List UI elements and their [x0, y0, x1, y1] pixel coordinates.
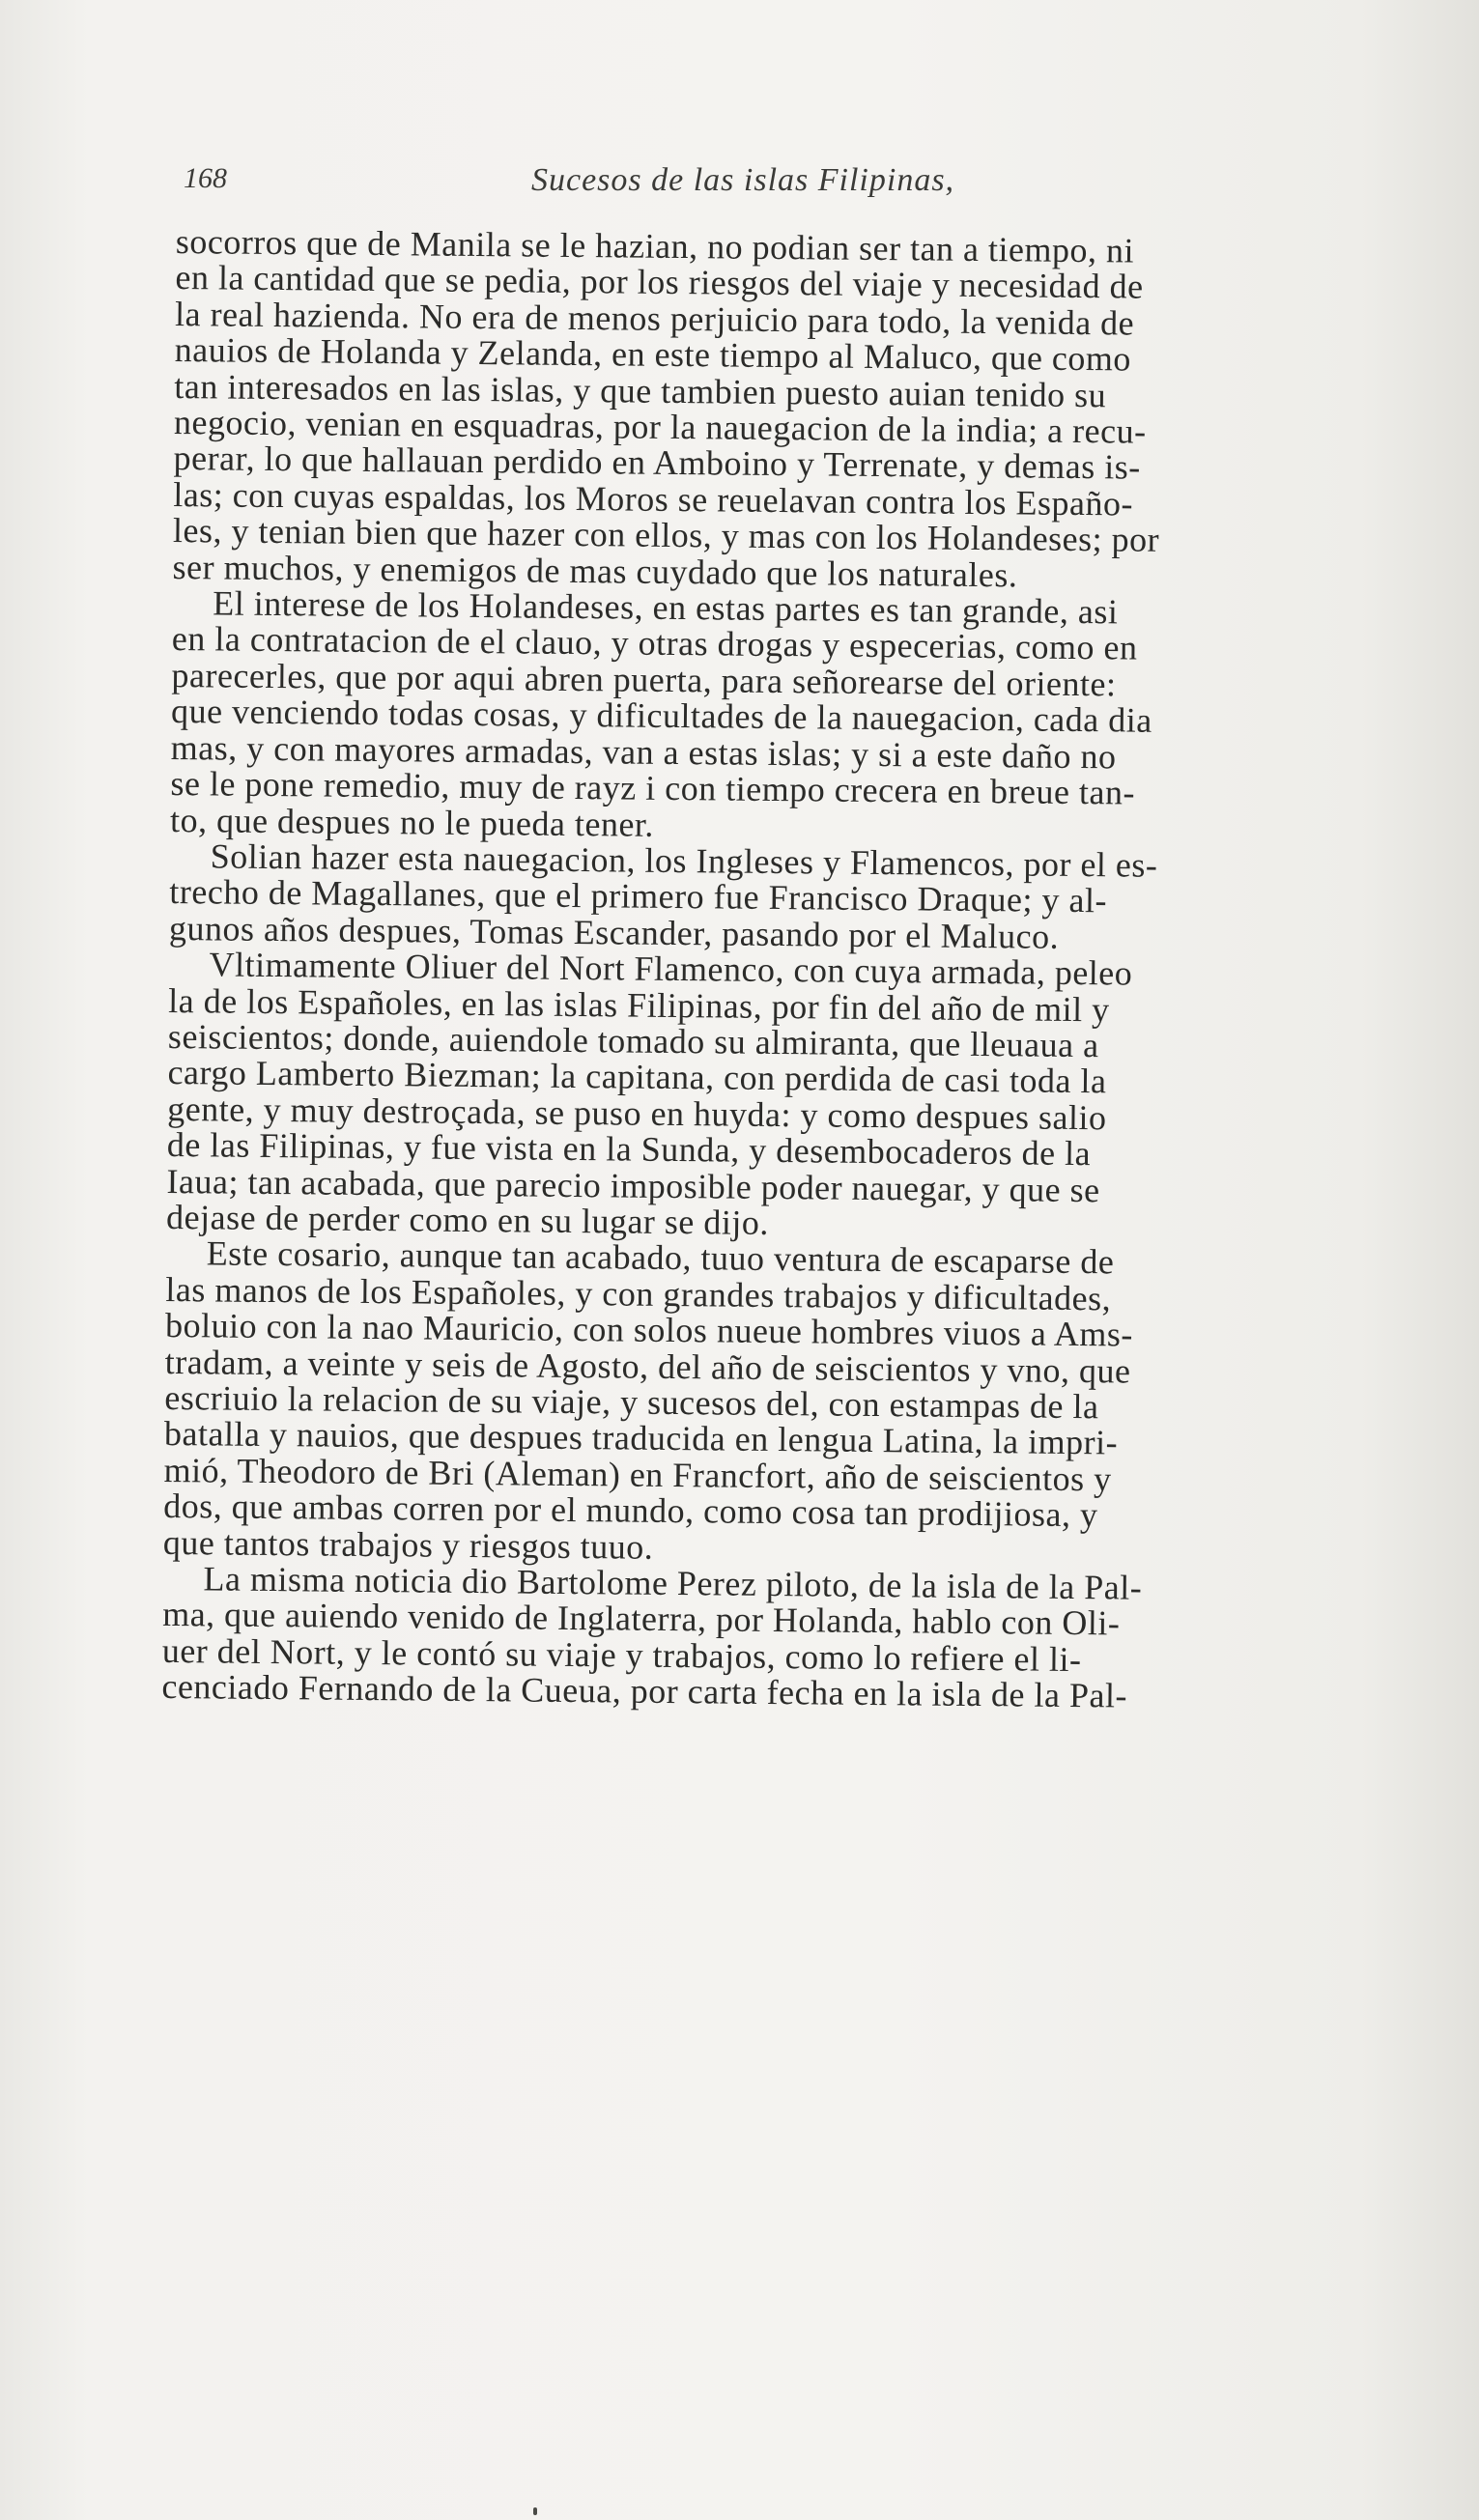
text-line: perar, lo que hallauan perdido en Amboino y Terrenate, y demas is-	[173, 439, 1141, 488]
text-line: mió, Theodoro de Bri (Aleman) en Francfort, año de seiscientos y	[163, 1450, 1112, 1499]
text-line: negocio, venian en esquadras, por la nauegacion de la india; a recu-	[173, 403, 1147, 451]
text-line: tan interesados en las islas, y que tambien puesto auian tenido su	[174, 366, 1107, 414]
text-line: Iaua; tan acabada, que parecio imposible poder nauegar, y que se	[166, 1161, 1100, 1209]
text-line: se le pone remedio, muy de rayz i con tiempo crecera en breue tan-	[170, 764, 1136, 812]
text-line: socorros que de Manila se le hazian, no podian ser tan a tiempo, ni	[175, 222, 1135, 270]
text-line: las manos de los Españoles, y con grandes trabajos y dificultades,	[165, 1269, 1112, 1318]
page-header	[184, 162, 1352, 220]
page-number: 168	[184, 162, 227, 194]
text-line: que venciendo todas cosas, y dificultades de la nauegacion, cada dia	[170, 692, 1152, 741]
paragraph	[161, 1561, 1341, 1716]
text-line: El interese de los Holandeses, en estas partes es tan grande, asi	[213, 583, 1119, 632]
text-line: uer del Nort, y le contó su viaje y trabajos, como lo refiere el li-	[161, 1630, 1082, 1679]
text-line: cenciado Fernando de la Cueua, por carta fecha en la isla de la Pal-	[161, 1667, 1128, 1715]
body-text	[161, 224, 1354, 1716]
text-line: parecerles, que por aqui abren puerta, para señorearse del oriente:	[171, 655, 1117, 704]
print-mark	[533, 2507, 537, 2515]
text-line: en la contratacion de el clauo, y otras drogas y especerias, como en	[171, 619, 1138, 668]
text-line: cargo Lamberto Biezman; la capitana, con perdida de casi toda la	[167, 1053, 1107, 1101]
text-line: to, que despues no le pueda tener.	[169, 800, 655, 844]
text-line: en la cantidad que se pedia, por los riesgos del viaje y necesidad de	[175, 258, 1144, 307]
paragraph	[169, 838, 1349, 958]
text-line: ser muchos, y enemigos de mas cuydado que los naturales.	[172, 547, 1018, 595]
text-line: de las Filipinas, y fue vista en la Sunda, y desembocaderos de la	[166, 1125, 1092, 1174]
text-line: nauios de Holanda y Zelanda, en este tiempo al Maluco, que como	[174, 330, 1132, 379]
text-line: escriuio la relacion de su viaje, y sucesos del, con estampas de la	[164, 1377, 1099, 1427]
text-line: gunos años despues, Tomas Escander, pasando por el Maluco.	[168, 908, 1060, 956]
text-line: Solian hazer esta nauegacion, los Ingleses y Flamencos, por el es-	[210, 836, 1158, 885]
text-line: la real hazienda. No era de menos perjuicio para todo, la venida de	[174, 294, 1135, 343]
text-line: seiscientos; donde, auiendole tomado su almiranta, que lleuaua a	[167, 1016, 1099, 1065]
text-line: mas, y con mayores armadas, van a estas islas; y si a este daño no	[170, 727, 1117, 777]
paragraph	[166, 947, 1348, 1247]
text-line: ma, que auiendo venido de Inglaterra, por Holanda, hablo con Oli-	[161, 1595, 1121, 1643]
text-line: boluio con la nao Mauricio, con solos nueue hombres viuos a Ams-	[164, 1306, 1134, 1354]
text-line: dos, que ambas corren por el mundo, como cosa tan prodijiosa, y	[163, 1487, 1098, 1535]
paragraph	[172, 224, 1354, 597]
text-line: La misma noticia dio Bartolome Perez piloto, de la isla de la Pal-	[203, 1559, 1143, 1607]
text-line: Este cosario, aunque tan acabado, tuuo ventura de escaparse de	[206, 1233, 1115, 1282]
running-title: Sucesos de las islas Filipinas,	[531, 162, 955, 198]
text-line: les, y tenian bien que hazer con ellos, y mas con los Holandeses; por	[172, 511, 1160, 560]
text-line: gente, y muy destroçada, se puso en huyda: y como despues salio	[167, 1089, 1107, 1138]
text-line: que tantos trabajos y riesgos tuuo.	[162, 1522, 654, 1567]
paragraph	[163, 1235, 1345, 1571]
text-line: dejase de perder como en su lugar se dijo.	[165, 1197, 770, 1242]
text-line: las; con cuyas espaldas, los Moros se reuelavan contra los Españo-	[173, 474, 1134, 524]
text-line: trecho de Magallanes, que el primero fue Francisco Draque; y al-	[169, 872, 1108, 920]
text-line: tradam, a veinte y seis de Agosto, del año de seiscientos y vno, que	[164, 1342, 1131, 1391]
paragraph	[170, 585, 1351, 850]
text-line: Vltimamente Oliuer del Nort Flamenco, con cuya armada, peleo	[209, 945, 1133, 993]
text-line: batalla y nauios, que despues traducida en lengua Latina, la impri-	[163, 1414, 1119, 1462]
text-line: la de los Españoles, en las islas Filipinas, por fin del año de mil y	[168, 980, 1110, 1029]
